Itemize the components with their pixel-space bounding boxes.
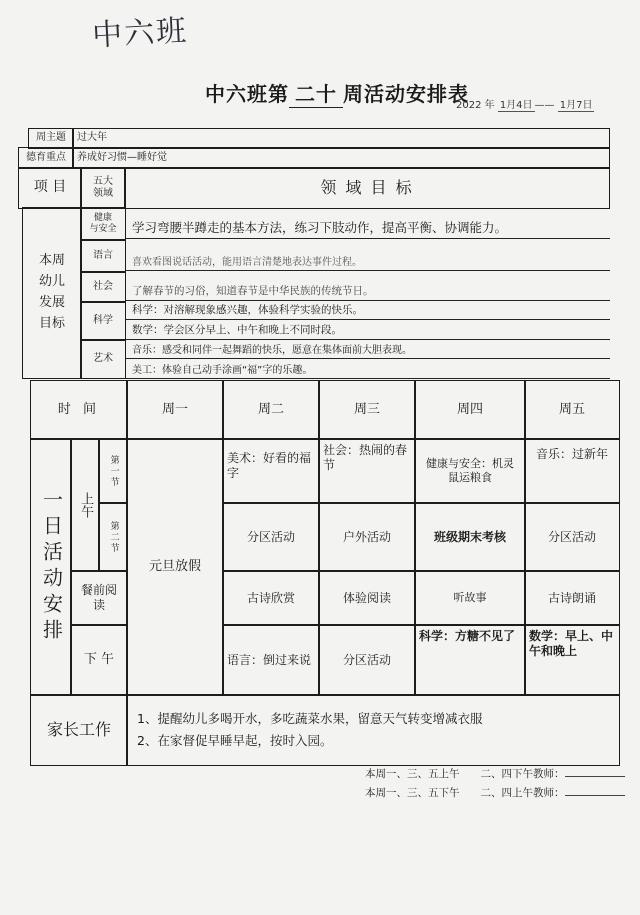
thu-period-2: 班级期末考核 [414,502,526,572]
goal-text-health: 学习弯腰半蹲走的基本方法，练习下肢动作，提高平衡、协调能力。 [126,207,610,239]
day-tue: 周二 [222,380,320,440]
day-thu: 周四 [414,380,526,440]
date-range: 2022 年 1月4日 —— 1月7日 [456,96,594,112]
theme-value: 过大年 [72,128,610,149]
goal-text-craft: 美工：体验自己动手涂画“福”字的乐趣。 [126,359,610,379]
day-fri: 周五 [524,380,620,440]
goals-side-label: 本周 幼儿 发展 目标 [22,207,82,379]
goal-text-social: 了解春节的习俗，知道春节是中华民族的传统节日。 [126,271,610,301]
fri-reading: 古诗朗诵 [524,570,620,626]
parents-work-label: 家长工作 [30,694,128,766]
wed-period-1: 社会：热闹的春节 [318,438,416,504]
goal-field-health: 健康 与安全 [80,207,126,241]
thu-reading: 听故事 [414,570,526,626]
goals-item-header: 项 目 [18,167,82,209]
handwritten-class-name: 中六班 [91,13,190,54]
wed-afternoon: 分区活动 [318,624,416,696]
tue-reading: 古诗欣赏 [222,570,320,626]
morning-label: 上午 [70,438,100,572]
reading-label: 餐前阅读 [70,570,128,626]
moral-value: 养成好习惯—睡好觉 [72,147,610,169]
parents-item-1: 1、提醒幼儿多喝开水，多吃蔬菜水果，留意天气转变增减衣服 [137,711,483,727]
goals-header: 领 域 目 标 [124,167,610,209]
fri-afternoon: 数学：早上、中午和晚上 [524,624,620,696]
parents-work-items [126,694,620,766]
goal-field-language: 语言 [80,239,126,273]
moral-label: 德育重点 [18,147,74,169]
goals-fields-header: 五大 领域 [80,167,126,209]
daily-schedule-label: 一日活动安排 [30,438,72,696]
time-header: 时 间 [30,380,128,440]
parents-item-2: 2、在家督促早睡早起，按时入园。 [137,733,333,748]
fri-period-1: 音乐：过新年 [524,438,620,504]
signature-line-2: 本周一、三、五下午 二、四上午教师： [365,785,625,800]
tue-period-2: 分区活动 [222,502,320,572]
goal-field-art: 艺术 [80,339,126,379]
monday-holiday: 元旦放假 [126,438,224,696]
afternoon-label: 下 午 [70,624,128,696]
period-1-label: 第一节 [98,438,128,504]
goal-field-social: 社会 [80,271,126,303]
goal-text-music: 音乐：感受和同伴一起舞蹈的快乐，愿意在集体面前大胆表现。 [126,340,610,359]
wed-period-2: 户外活动 [318,502,416,572]
signature-line-1: 本周一、三、五上午 二、四下午教师： [365,766,625,781]
fri-period-2: 分区活动 [524,502,620,572]
tue-afternoon: 语言：倒过来说 [222,624,320,696]
goal-text-language: 喜欢看图说话活动，能用语言清楚地表达事件过程。 [126,239,610,271]
day-wed: 周三 [318,380,416,440]
period-2-label: 第二节 [98,502,128,572]
theme-label: 周主题 [28,128,74,149]
goal-text-math: 数学：学会区分早上、中午和晚上不同时段。 [126,320,610,340]
goal-text-science: 科学：对溶解现象感兴趣，体验科学实验的快乐。 [126,301,610,320]
thu-period-1: 健康与安全：机灵鼠运粮食 [414,438,526,504]
tue-period-1: 美术：好看的福字 [222,438,320,504]
wed-reading: 体验阅读 [318,570,416,626]
thu-afternoon: 科学：方糖不见了 [414,624,526,696]
page-title: 中六班第 二十 周活动安排表 [205,78,469,108]
week-number: 二十 [289,78,343,108]
day-mon: 周一 [126,380,224,440]
goal-field-science: 科学 [80,301,126,341]
